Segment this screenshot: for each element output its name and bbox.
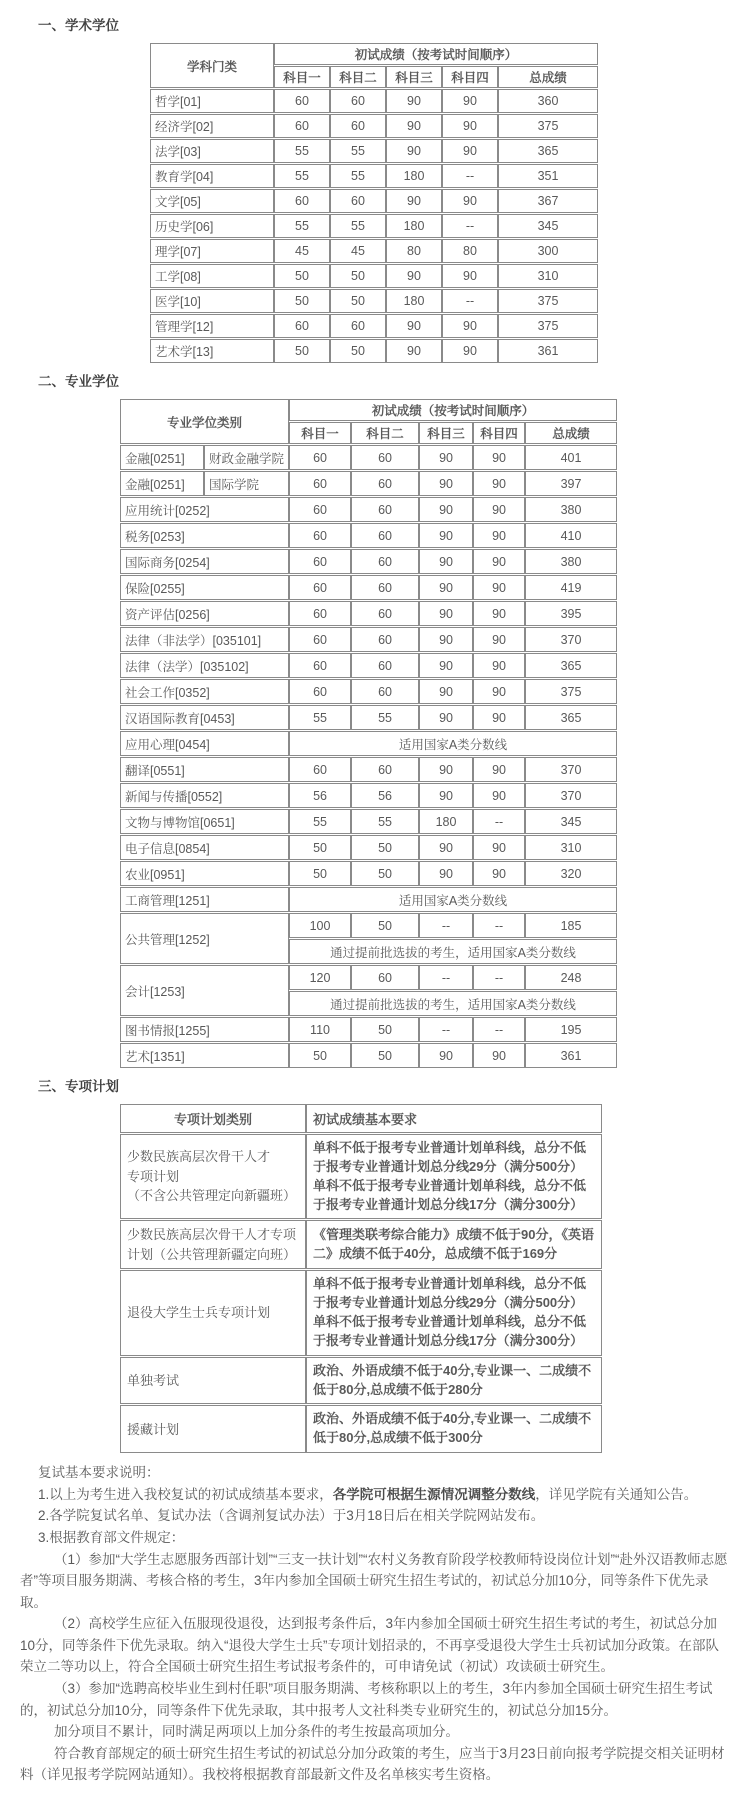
category-cell: 金融[0251] bbox=[120, 471, 204, 496]
table-header-row bbox=[150, 43, 598, 65]
score-cell: 60 bbox=[289, 601, 351, 626]
total-cell: 345 bbox=[525, 809, 617, 834]
total-cell: 351 bbox=[498, 164, 598, 188]
total-cell: 300 bbox=[498, 239, 598, 263]
category-cell: 资产评估[0256] bbox=[120, 601, 289, 626]
score-cell: 90 bbox=[386, 189, 442, 213]
table-row bbox=[150, 114, 598, 138]
total-cell: 360 bbox=[498, 89, 598, 113]
note-cell: 适用国家A类分数线 bbox=[289, 731, 617, 756]
score-cell: -- bbox=[442, 164, 498, 188]
score-cell: 60 bbox=[351, 653, 419, 678]
score-cell: 100 bbox=[289, 913, 351, 938]
table-row bbox=[150, 89, 598, 113]
score-cell: 90 bbox=[419, 601, 473, 626]
score-cell: 50 bbox=[274, 339, 330, 363]
plan-category-cell bbox=[120, 1134, 306, 1219]
score-cell: 55 bbox=[330, 139, 386, 163]
total-cell: 380 bbox=[525, 549, 617, 574]
table-row bbox=[120, 471, 617, 496]
score-cell: 90 bbox=[473, 549, 525, 574]
score-cell: 90 bbox=[473, 679, 525, 704]
score-cell: 90 bbox=[386, 139, 442, 163]
plan-requirement-line: 单科不低于报考专业普通计划单科线，总分不低于报考专业普通计划总分线29分（满分500分） bbox=[313, 1140, 587, 1174]
score-cell: 60 bbox=[351, 965, 419, 990]
score-cell: 90 bbox=[386, 264, 442, 288]
table-row bbox=[120, 887, 617, 912]
score-cell: 90 bbox=[419, 575, 473, 600]
score-cell: 90 bbox=[419, 705, 473, 730]
table-header-row bbox=[120, 1104, 602, 1133]
score-cell: 60 bbox=[351, 757, 419, 782]
score-cell: 60 bbox=[289, 575, 351, 600]
category-cell: 图书情报[1255] bbox=[120, 1017, 289, 1042]
score-cell: 90 bbox=[473, 523, 525, 548]
score-cell: 55 bbox=[351, 705, 419, 730]
score-cell: -- bbox=[473, 965, 525, 990]
notes-item-1-bold: 各学院可根据生源情况调整分数线 bbox=[332, 1486, 536, 1502]
score-cell: 90 bbox=[419, 653, 473, 678]
score-cell: 90 bbox=[386, 114, 442, 138]
table-row bbox=[120, 653, 617, 678]
table-row bbox=[120, 1270, 602, 1355]
score-cell: -- bbox=[442, 289, 498, 313]
category-cell: 管理学[12] bbox=[150, 314, 274, 338]
score-cell: -- bbox=[419, 965, 473, 990]
score-cell: 90 bbox=[473, 1043, 525, 1068]
notes-item-1-pre: 1.以上为考生进入我校复试的初试成绩基本要求， bbox=[38, 1486, 333, 1502]
total-cell: 375 bbox=[498, 114, 598, 138]
score-cell: 180 bbox=[386, 164, 442, 188]
score-cell: 55 bbox=[351, 809, 419, 834]
score-cell: 55 bbox=[330, 164, 386, 188]
table-row bbox=[120, 861, 617, 886]
total-cell: 310 bbox=[525, 835, 617, 860]
score-cell: 60 bbox=[289, 679, 351, 704]
score-cell: 180 bbox=[386, 289, 442, 313]
score-cell: 90 bbox=[473, 471, 525, 496]
category-cell: 电子信息[0854] bbox=[120, 835, 289, 860]
score-cell: 90 bbox=[473, 575, 525, 600]
score-cell: 90 bbox=[419, 549, 473, 574]
score-cell: 60 bbox=[351, 471, 419, 496]
total-header: 总成绩 bbox=[498, 66, 598, 88]
table-row bbox=[120, 601, 617, 626]
table-row bbox=[120, 965, 617, 990]
score-cell: 60 bbox=[289, 757, 351, 782]
score-cell: 90 bbox=[442, 264, 498, 288]
score-cell: 180 bbox=[386, 214, 442, 238]
note-cell: 通过提前批选拔的考生，适用国家A类分数线 bbox=[289, 991, 617, 1016]
total-cell: 370 bbox=[525, 627, 617, 652]
group-header: 初试成绩（按考试时间顺序） bbox=[274, 43, 598, 65]
score-cell: 60 bbox=[289, 445, 351, 470]
category-cell: 经济学[02] bbox=[150, 114, 274, 138]
table-row bbox=[120, 523, 617, 548]
table-row bbox=[150, 214, 598, 238]
total-cell: 195 bbox=[525, 1017, 617, 1042]
total-cell: 375 bbox=[498, 314, 598, 338]
score-cell: 50 bbox=[351, 835, 419, 860]
score-cell: 60 bbox=[351, 445, 419, 470]
category-cell: 哲学[01] bbox=[150, 89, 274, 113]
category-cell: 会计[1253] bbox=[120, 965, 289, 1016]
school-cell: 国际学院 bbox=[204, 471, 289, 496]
score-cell: 90 bbox=[442, 339, 498, 363]
score-cell: 56 bbox=[351, 783, 419, 808]
score-cell: 50 bbox=[330, 289, 386, 313]
score-cell: 90 bbox=[473, 783, 525, 808]
score-cell: -- bbox=[473, 1017, 525, 1042]
table-row bbox=[120, 445, 617, 470]
total-cell: 361 bbox=[525, 1043, 617, 1068]
score-cell: 55 bbox=[289, 705, 351, 730]
table-row bbox=[120, 1405, 602, 1453]
score-cell: 50 bbox=[289, 1043, 351, 1068]
score-cell: 90 bbox=[419, 1043, 473, 1068]
category-cell: 文学[05] bbox=[150, 189, 274, 213]
table-row bbox=[150, 339, 598, 363]
score-cell: 90 bbox=[386, 314, 442, 338]
section-heading-academic: 一、学术学位 bbox=[38, 18, 119, 33]
total-header: 总成绩 bbox=[525, 422, 617, 444]
table-row bbox=[120, 1357, 602, 1405]
table-row bbox=[120, 679, 617, 704]
score-cell: 90 bbox=[473, 627, 525, 652]
table-row bbox=[120, 1220, 602, 1269]
plan-category-cell: 退役大学生士兵专项计划 bbox=[120, 1270, 306, 1355]
subject3-header: 科目三 bbox=[419, 422, 473, 444]
category-cell: 法律（法学）[035102] bbox=[120, 653, 289, 678]
plan-requirement-cell: 政治、外语成绩不低于40分,专业课一、二成绩不低于80分,总成绩不低于280分 bbox=[306, 1357, 602, 1405]
table-row bbox=[150, 314, 598, 338]
score-cell: 60 bbox=[289, 627, 351, 652]
subject1-header: 科目一 bbox=[274, 66, 330, 88]
table-row bbox=[150, 164, 598, 188]
score-cell: 90 bbox=[473, 497, 525, 522]
table-row bbox=[120, 549, 617, 574]
score-cell: 90 bbox=[473, 705, 525, 730]
category-cell: 金融[0251] bbox=[120, 445, 204, 470]
score-cell: 90 bbox=[419, 757, 473, 782]
plan-category-line: 专项计划 bbox=[127, 1168, 180, 1184]
score-cell: 90 bbox=[419, 497, 473, 522]
score-cell: 50 bbox=[330, 264, 386, 288]
category-cell: 艺术[1351] bbox=[120, 1043, 289, 1068]
total-cell: 370 bbox=[525, 757, 617, 782]
score-cell: 55 bbox=[330, 214, 386, 238]
section-heading-special-plans: 三、专项计划 bbox=[38, 1079, 119, 1094]
plan-requirement-line: 单科不低于报考专业普通计划单科线，总分不低于报考专业普通计划总分线17分（满分300分） bbox=[313, 1177, 587, 1212]
note-cell: 适用国家A类分数线 bbox=[289, 887, 617, 912]
total-cell: 365 bbox=[498, 139, 598, 163]
score-cell: 90 bbox=[419, 679, 473, 704]
score-cell: -- bbox=[473, 809, 525, 834]
subject4-header: 科目四 bbox=[473, 422, 525, 444]
total-cell: 395 bbox=[525, 601, 617, 626]
score-cell: 60 bbox=[289, 497, 351, 522]
category-cell: 工商管理[1251] bbox=[120, 887, 289, 912]
score-cell: 60 bbox=[351, 523, 419, 548]
category-cell: 应用心理[0454] bbox=[120, 731, 289, 756]
table-row bbox=[120, 835, 617, 860]
score-cell: 50 bbox=[289, 861, 351, 886]
score-cell: 50 bbox=[274, 264, 330, 288]
total-cell: 361 bbox=[498, 339, 598, 363]
score-cell: 50 bbox=[330, 339, 386, 363]
subject2-header: 科目二 bbox=[330, 66, 386, 88]
group-header: 初试成绩（按考试时间顺序） bbox=[289, 399, 617, 421]
score-cell: 90 bbox=[419, 627, 473, 652]
score-cell: 60 bbox=[330, 314, 386, 338]
table-row bbox=[120, 1134, 602, 1219]
score-cell: -- bbox=[419, 913, 473, 938]
score-cell: 50 bbox=[274, 289, 330, 313]
plan-requirement-cell bbox=[306, 1134, 602, 1219]
table-row bbox=[150, 239, 598, 263]
category-cell: 国际商务[0254] bbox=[120, 549, 289, 574]
total-cell: 367 bbox=[498, 189, 598, 213]
table-row bbox=[120, 757, 617, 782]
score-cell: 90 bbox=[473, 861, 525, 886]
table-row bbox=[120, 809, 617, 834]
plan-category-cell: 援藏计划 bbox=[120, 1405, 306, 1453]
plan-category-cell: 单独考试 bbox=[120, 1357, 306, 1405]
score-cell: 90 bbox=[473, 757, 525, 782]
plan-category-line: （不含公共管理定向新疆班） bbox=[127, 1188, 297, 1204]
table-row bbox=[120, 705, 617, 730]
score-cell: 60 bbox=[274, 189, 330, 213]
total-cell: 419 bbox=[525, 575, 617, 600]
score-cell: 45 bbox=[274, 239, 330, 263]
category-cell: 法律（非法学）[035101] bbox=[120, 627, 289, 652]
score-cell: 56 bbox=[289, 783, 351, 808]
plan-requirement-line: 单科不低于报考专业普通计划单科线，总分不低于报考专业普通计划总分线29分（满分500分） bbox=[313, 1276, 587, 1311]
notes-item-2: 2.各学院复试名单、复试办法（含调剂复试办法）于3月18日后在相关学院网站发布。 bbox=[38, 1508, 545, 1524]
score-cell: 90 bbox=[419, 861, 473, 886]
category-header: 学科门类 bbox=[150, 43, 274, 88]
professional-scores-table bbox=[120, 398, 617, 1069]
total-cell: 375 bbox=[498, 289, 598, 313]
total-cell: 365 bbox=[525, 705, 617, 730]
score-cell: 50 bbox=[351, 1043, 419, 1068]
notes-item-1 bbox=[20, 1484, 730, 1506]
plan-category-header: 专项计划类别 bbox=[120, 1104, 306, 1133]
category-cell: 教育学[04] bbox=[150, 164, 274, 188]
category-cell: 税务[0253] bbox=[120, 523, 289, 548]
total-cell: 370 bbox=[525, 783, 617, 808]
plan-category-cell: 少数民族高层次骨干人才专项计划（公共管理新疆定向班） bbox=[120, 1220, 306, 1269]
score-cell: 180 bbox=[419, 809, 473, 834]
score-cell: 60 bbox=[289, 471, 351, 496]
table-row bbox=[120, 913, 617, 938]
plan-requirement-cell: 《管理类联考综合能力》成绩不低于90分，《英语二》成绩不低于40分，总成绩不低于169分 bbox=[306, 1220, 602, 1269]
category-cell: 社会工作[0352] bbox=[120, 679, 289, 704]
score-cell: 50 bbox=[289, 835, 351, 860]
score-cell: 60 bbox=[330, 89, 386, 113]
score-cell: 55 bbox=[274, 214, 330, 238]
subject3-header: 科目三 bbox=[386, 66, 442, 88]
score-cell: 110 bbox=[289, 1017, 351, 1042]
score-cell: 60 bbox=[289, 523, 351, 548]
score-cell: -- bbox=[473, 913, 525, 938]
score-cell: 80 bbox=[386, 239, 442, 263]
score-cell: 55 bbox=[289, 809, 351, 834]
category-cell: 保险[0255] bbox=[120, 575, 289, 600]
score-cell: 50 bbox=[351, 1017, 419, 1042]
score-cell: 60 bbox=[351, 679, 419, 704]
category-cell: 翻译[0551] bbox=[120, 757, 289, 782]
table-row bbox=[150, 264, 598, 288]
score-cell: 60 bbox=[289, 653, 351, 678]
score-cell: 90 bbox=[473, 445, 525, 470]
total-cell: 185 bbox=[525, 913, 617, 938]
score-cell: 90 bbox=[473, 835, 525, 860]
table-header-row bbox=[120, 399, 617, 421]
score-cell: 60 bbox=[330, 189, 386, 213]
table-row bbox=[120, 1043, 617, 1068]
score-cell: 90 bbox=[386, 339, 442, 363]
plan-category-line: 少数民族高层次骨干人才 bbox=[127, 1149, 271, 1165]
notes-item-1-post: ，详见学院有关通知公告。 bbox=[535, 1486, 698, 1502]
score-cell: 45 bbox=[330, 239, 386, 263]
table-row bbox=[120, 731, 617, 756]
score-cell: 90 bbox=[419, 523, 473, 548]
score-cell: 90 bbox=[442, 89, 498, 113]
category-cell: 文物与博物馆[0651] bbox=[120, 809, 289, 834]
total-cell: 310 bbox=[498, 264, 598, 288]
category-header: 专业学位类别 bbox=[120, 399, 289, 444]
score-cell: 60 bbox=[351, 601, 419, 626]
subject4-header: 科目四 bbox=[442, 66, 498, 88]
score-cell: 50 bbox=[351, 861, 419, 886]
score-cell: 90 bbox=[419, 445, 473, 470]
total-cell: 345 bbox=[498, 214, 598, 238]
table-row bbox=[150, 189, 598, 213]
score-cell: 80 bbox=[442, 239, 498, 263]
school-cell: 财政金融学院 bbox=[204, 445, 289, 470]
score-cell: 90 bbox=[442, 139, 498, 163]
category-cell: 艺术学[13] bbox=[150, 339, 274, 363]
score-cell: 60 bbox=[289, 549, 351, 574]
notes-paragraph-1: （1）参加“大学生志愿服务西部计划”“三支一扶计划”“农村义务教育阶段学校教师特设岗位计划”“赴外汉语教师志愿者”等项目服务期满、考核合格的考生，3年内参加全国硕士研究生招生考试的，初试总分加10分，同等条件下优先录取。 bbox=[20, 1551, 728, 1610]
section-heading-professional: 二、专业学位 bbox=[38, 374, 119, 389]
notes-title: 复试基本要求说明： bbox=[38, 1465, 160, 1481]
score-cell: 60 bbox=[351, 575, 419, 600]
score-cell: 90 bbox=[442, 114, 498, 138]
academic-scores-table bbox=[150, 42, 598, 364]
notes-item-3: 3.根据教育部文件规定： bbox=[38, 1529, 185, 1545]
category-cell: 历史学[06] bbox=[150, 214, 274, 238]
category-cell: 新闻与传播[0552] bbox=[120, 783, 289, 808]
table-row bbox=[150, 139, 598, 163]
score-cell: 55 bbox=[274, 139, 330, 163]
score-cell: 60 bbox=[274, 314, 330, 338]
total-cell: 375 bbox=[525, 679, 617, 704]
score-cell: 90 bbox=[419, 783, 473, 808]
note-cell: 通过提前批选拔的考生，适用国家A类分数线 bbox=[289, 939, 617, 964]
score-cell: 60 bbox=[351, 627, 419, 652]
score-cell: 60 bbox=[274, 114, 330, 138]
total-cell: 410 bbox=[525, 523, 617, 548]
category-cell: 医学[10] bbox=[150, 289, 274, 313]
total-cell: 320 bbox=[525, 861, 617, 886]
table-row bbox=[120, 783, 617, 808]
plan-requirement-cell: 政治、外语成绩不低于40分,专业课一、二成绩不低于80分,总成绩不低于300分 bbox=[306, 1405, 602, 1453]
total-cell: 365 bbox=[525, 653, 617, 678]
plan-requirement-cell bbox=[306, 1270, 602, 1355]
total-cell: 380 bbox=[525, 497, 617, 522]
category-cell: 公共管理[1252] bbox=[120, 913, 289, 964]
score-cell: 90 bbox=[419, 835, 473, 860]
table-row bbox=[150, 289, 598, 313]
category-cell: 工学[08] bbox=[150, 264, 274, 288]
score-cell: 60 bbox=[330, 114, 386, 138]
table-row bbox=[120, 1017, 617, 1042]
score-cell: 90 bbox=[419, 471, 473, 496]
notes-paragraph-5: 符合教育部规定的硕士研究生招生考试的初试总分加分政策的考生，应当于3月23日前向报考学院提交相关证明材料（详见报考学院网站通知）。我校将根据教育部最新文件及名单核实考生资格。 bbox=[20, 1745, 725, 1783]
plan-requirement-line: 单科不低于报考专业普通计划单科线，总分不低于报考专业普通计划总分线17分（满分300分） bbox=[313, 1314, 587, 1348]
special-plans-table bbox=[120, 1103, 602, 1454]
score-cell: -- bbox=[419, 1017, 473, 1042]
subject1-header: 科目一 bbox=[289, 422, 351, 444]
table-row bbox=[120, 627, 617, 652]
plan-requirement-header: 初试成绩基本要求 bbox=[306, 1104, 602, 1133]
table-row bbox=[120, 497, 617, 522]
score-cell: 120 bbox=[289, 965, 351, 990]
score-cell: 60 bbox=[351, 549, 419, 574]
category-cell: 理学[07] bbox=[150, 239, 274, 263]
table-row bbox=[120, 575, 617, 600]
notes-paragraph-3: （3）参加“选聘高校毕业生到村任职”项目服务期满、考核称职以上的考生，3年内参加全国硕士研究生招生考试的，初试总分加10分，同等条件下优先录取，其中报考人文社科类专业研究生的，初试总分加15分。 bbox=[20, 1681, 713, 1718]
notes-paragraph-4: 加分项目不累计，同时满足两项以上加分条件的考生按最高项加分。 bbox=[54, 1724, 459, 1740]
notes-paragraph-2: （2）高校学生应征入伍服现役退役，达到报考条件后，3年内参加全国硕士研究生招生考试的考生，初试总分加10分，同等条件下优先录取。纳入“退役大学生士兵”专项计划招录的，不再享受退役大学生士兵初试加分政策。在部队荣立二等功以上，符合全国硕士研究生招生考试报考条件的，可申请免试（初试）攻读硕士研究生。 bbox=[20, 1616, 720, 1675]
score-cell: 90 bbox=[442, 189, 498, 213]
score-cell: 90 bbox=[386, 89, 442, 113]
total-cell: 401 bbox=[525, 445, 617, 470]
score-cell: 90 bbox=[473, 601, 525, 626]
total-cell: 397 bbox=[525, 471, 617, 496]
category-cell: 应用统计[0252] bbox=[120, 497, 289, 522]
score-cell: 90 bbox=[442, 314, 498, 338]
score-cell: 90 bbox=[473, 653, 525, 678]
subject2-header: 科目二 bbox=[351, 422, 419, 444]
score-cell: -- bbox=[442, 214, 498, 238]
category-cell: 农业[0951] bbox=[120, 861, 289, 886]
score-cell: 60 bbox=[351, 497, 419, 522]
score-cell: 55 bbox=[274, 164, 330, 188]
score-cell: 50 bbox=[351, 913, 419, 938]
retest-notes bbox=[20, 1462, 730, 1786]
category-cell: 汉语国际教育[0453] bbox=[120, 705, 289, 730]
category-cell: 法学[03] bbox=[150, 139, 274, 163]
total-cell: 248 bbox=[525, 965, 617, 990]
score-cell: 60 bbox=[274, 89, 330, 113]
